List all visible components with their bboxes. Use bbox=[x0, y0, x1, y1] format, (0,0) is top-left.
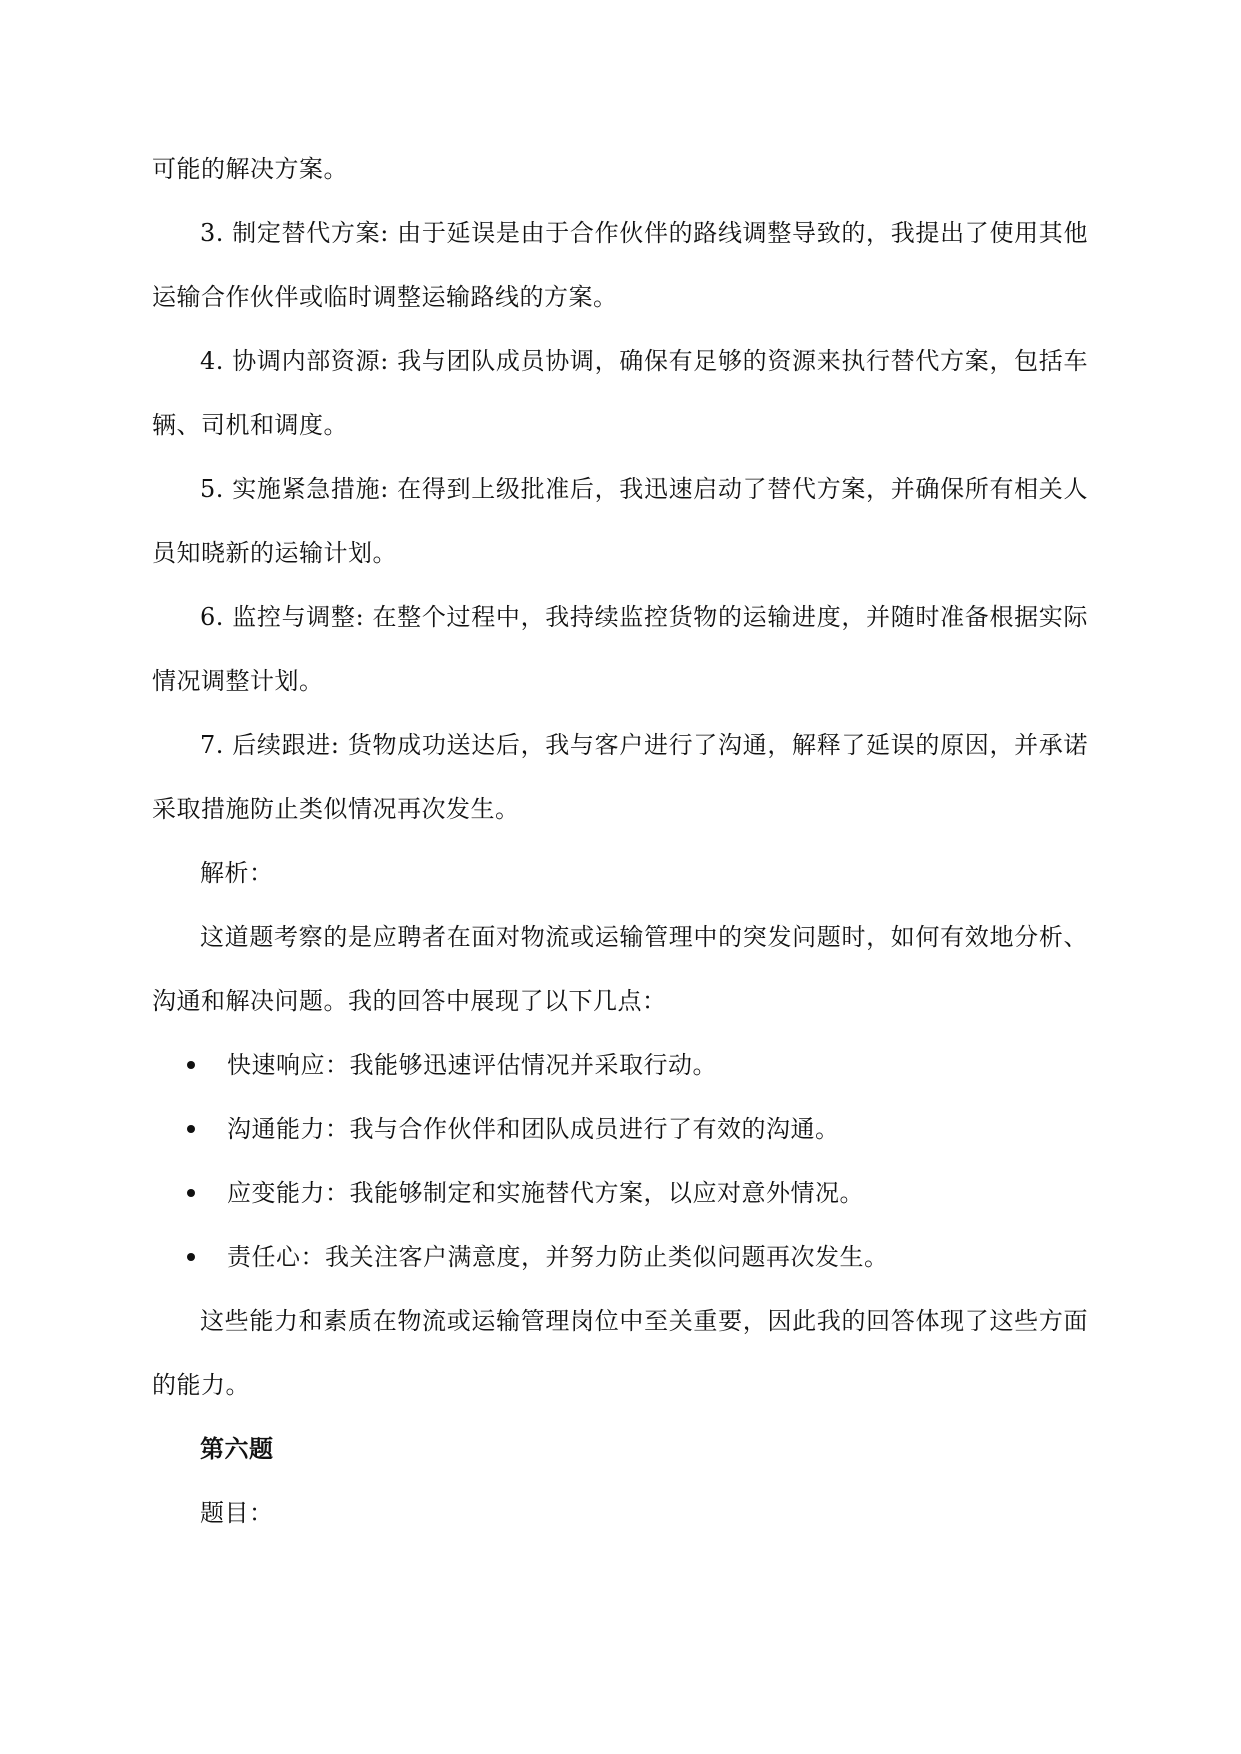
paragraph-step-7: 7. 后续跟进: 货物成功送达后，我与客户进行了沟通，解释了延误的原因，并承诺采取措施防止类似情况再次发生。 bbox=[152, 731, 1088, 823]
section-heading: 第六题 bbox=[200, 1435, 274, 1463]
analysis-paragraph: 这道题考察的是应聘者在面对物流或运输管理中的突发问题时，如何有效地分析、沟通和解决问题。我的回答中展现了以下几点： bbox=[152, 923, 1088, 1015]
paragraph-step-4: 4. 协调内部资源: 我与团队成员协调，确保有足够的资源来执行替代方案，包括车辆、司机和调度。 bbox=[152, 347, 1088, 439]
paragraph-step-5: 5. 实施紧急措施: 在得到上级批准后，我迅速启动了替代方案，并确保所有相关人员知晓新的运输计划。 bbox=[152, 475, 1088, 567]
list-item bbox=[152, 1097, 1088, 1161]
paragraph-continuation: 可能的解决方案。 bbox=[152, 155, 348, 183]
bullet-icon bbox=[187, 1253, 195, 1261]
ability-list bbox=[152, 1033, 1088, 1289]
paragraph-step-6: 6. 监控与调整: 在整个过程中，我持续监控货物的运输进度，并随时准备根据实际情况调整计划。 bbox=[152, 603, 1088, 695]
list-item bbox=[152, 1225, 1088, 1289]
list-item-text: 沟通能力：我与合作伙伴和团队成员进行了有效的沟通。 bbox=[227, 1115, 840, 1143]
analysis-label: 解析： bbox=[200, 859, 274, 887]
question-label: 题目： bbox=[200, 1499, 274, 1527]
bullet-icon bbox=[187, 1189, 195, 1197]
closing-paragraph: 这些能力和素质在物流或运输管理岗位中至关重要，因此我的回答体现了这些方面的能力。 bbox=[152, 1307, 1088, 1399]
list-item bbox=[152, 1033, 1088, 1097]
bullet-icon bbox=[187, 1061, 195, 1069]
list-item bbox=[152, 1161, 1088, 1225]
document-body bbox=[152, 137, 1088, 1545]
bullet-icon bbox=[187, 1125, 195, 1133]
paragraph-step-3: 3. 制定替代方案: 由于延误是由于合作伙伴的路线调整导致的，我提出了使用其他运输合作伙伴或临时调整运输路线的方案。 bbox=[152, 219, 1088, 311]
list-item-text: 责任心：我关注客户满意度，并努力防止类似问题再次发生。 bbox=[227, 1243, 889, 1271]
list-item-text: 快速响应：我能够迅速评估情况并采取行动。 bbox=[227, 1051, 717, 1079]
list-item-text: 应变能力：我能够制定和实施替代方案，以应对意外情况。 bbox=[227, 1179, 864, 1207]
